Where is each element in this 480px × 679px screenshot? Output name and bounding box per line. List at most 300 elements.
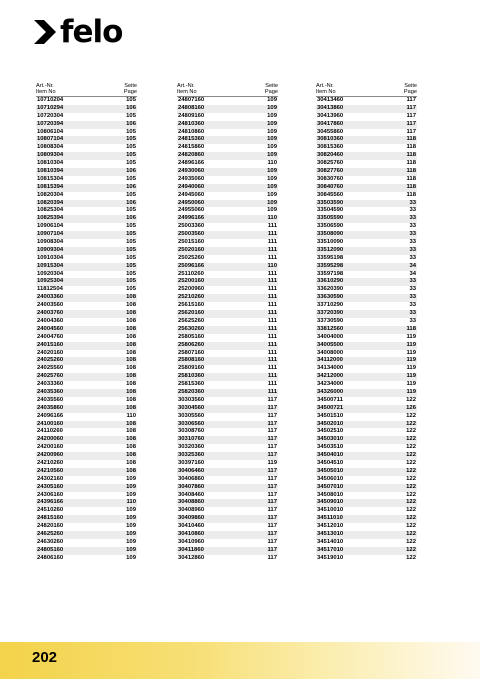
- page-ref: 111: [267, 349, 277, 356]
- table-row: [316, 421, 417, 429]
- table-row: [177, 421, 278, 429]
- page-ref: 109: [126, 475, 136, 482]
- table-row: [316, 215, 417, 223]
- page-ref: 111: [267, 223, 277, 230]
- article-number: 24945060: [178, 191, 205, 198]
- page-ref: 119: [406, 349, 416, 356]
- table-row: [177, 547, 278, 555]
- table-row: [316, 476, 417, 484]
- table-row: [177, 247, 278, 255]
- table-row: [36, 144, 137, 152]
- article-number: 24806160: [37, 554, 64, 561]
- table-row: [36, 547, 137, 555]
- article-number: 34134000: [317, 365, 344, 372]
- page-ref: 109: [126, 538, 136, 545]
- table-row: [36, 192, 137, 200]
- article-number: 24302160: [37, 475, 64, 482]
- table-row: [316, 231, 417, 239]
- article-number: 33610290: [317, 278, 344, 285]
- article-number: 33730590: [317, 317, 344, 324]
- page-ref: 105: [126, 254, 136, 261]
- article-number: 30308760: [178, 428, 205, 435]
- table-row: [177, 350, 278, 358]
- table-row: [316, 468, 417, 476]
- article-number: 24200160: [37, 444, 64, 451]
- page-ref: 106: [126, 215, 136, 222]
- article-number: 24033360: [37, 381, 64, 388]
- article-number: 34500711: [317, 396, 343, 403]
- article-number: 24025760: [37, 373, 64, 380]
- page-ref: 106: [126, 120, 136, 127]
- table-row: [177, 152, 278, 160]
- page-ref: 105: [126, 278, 136, 285]
- table-row: [177, 278, 278, 286]
- page-ref: 117: [267, 452, 277, 459]
- page-ref: 122: [406, 459, 416, 466]
- page-ref: 105: [126, 246, 136, 253]
- article-number: 34509010: [317, 499, 344, 506]
- table-row: [36, 452, 137, 460]
- table-row: [316, 523, 417, 531]
- page-ref: 108: [126, 373, 136, 380]
- table-row: [36, 539, 137, 547]
- article-number: 33595198: [317, 254, 344, 261]
- table-row: [316, 436, 417, 444]
- article-number: 10710294: [37, 104, 64, 111]
- article-number: 25025260: [178, 254, 205, 261]
- article-number: 24896166: [178, 160, 205, 167]
- article-number: 34503510: [317, 444, 344, 451]
- page-ref: 109: [267, 136, 277, 143]
- page-ref: 33: [409, 239, 416, 246]
- article-number: 24950060: [178, 199, 205, 206]
- table-row: [36, 160, 137, 168]
- table-row: [316, 121, 417, 129]
- page-ref: 105: [126, 128, 136, 135]
- table-row: [36, 184, 137, 192]
- page-ref: 109: [267, 168, 277, 175]
- article-number: 30410460: [178, 523, 205, 530]
- table-row: [177, 294, 278, 302]
- article-number: 24020160: [37, 349, 64, 356]
- article-number: 24100160: [37, 420, 64, 427]
- page-ref: 111: [267, 333, 277, 340]
- page-ref: 108: [126, 333, 136, 340]
- article-number: 30408460: [178, 491, 205, 498]
- page-number: 202: [32, 649, 58, 666]
- article-number: 34212000: [317, 373, 344, 380]
- page-ref: 122: [406, 491, 416, 498]
- table-row: [36, 555, 137, 563]
- page-ref: 108: [126, 467, 136, 474]
- page-ref: 119: [406, 341, 416, 348]
- page-ref: 33: [409, 246, 416, 253]
- table-row: [177, 334, 278, 342]
- page-ref: 108: [126, 341, 136, 348]
- header-page: Seite: [124, 83, 137, 89]
- article-number: 25096166: [178, 262, 205, 269]
- table-row: [36, 223, 137, 231]
- page-ref: 111: [267, 246, 277, 253]
- article-number: 10820394: [37, 199, 64, 206]
- header-article-en: Item No: [316, 89, 336, 95]
- article-number: 25110260: [178, 270, 204, 277]
- page-ref: 33: [409, 223, 416, 230]
- page-ref: 111: [267, 388, 277, 395]
- table-row: [316, 160, 417, 168]
- table-row: [177, 452, 278, 460]
- page-ref: 119: [267, 459, 277, 466]
- page-ref: 118: [406, 136, 416, 143]
- table-row: [36, 523, 137, 531]
- table-row: [316, 389, 417, 397]
- table-row: [36, 105, 137, 113]
- page-ref: 111: [267, 357, 277, 364]
- article-number: 10909304: [37, 246, 64, 253]
- footer-bar: [0, 642, 480, 679]
- page-ref: 119: [406, 333, 416, 340]
- table-row: [36, 428, 137, 436]
- article-number: 10806104: [37, 128, 64, 135]
- header-page: Seite: [265, 83, 278, 89]
- page-ref: 105: [126, 191, 136, 198]
- page-ref: 33: [409, 317, 416, 324]
- table-row: [177, 444, 278, 452]
- table-row: [36, 215, 137, 223]
- page-ref: 122: [406, 396, 416, 403]
- page-ref: 122: [406, 538, 416, 545]
- article-number: 34506010: [317, 475, 344, 482]
- page-ref: 117: [267, 436, 277, 443]
- article-number: 30845560: [317, 191, 344, 198]
- table-row: [36, 97, 137, 105]
- table-row: [316, 334, 417, 342]
- table-row: [316, 302, 417, 310]
- table-row: [316, 452, 417, 460]
- article-number: 30406860: [178, 475, 205, 482]
- article-number: 34008000: [317, 349, 344, 356]
- article-number: 33620390: [317, 286, 344, 293]
- article-number: 10915304: [37, 262, 64, 269]
- page-ref: 109: [267, 144, 277, 151]
- page-ref: 108: [126, 310, 136, 317]
- page-ref: 109: [267, 128, 277, 135]
- table-row: [36, 278, 137, 286]
- header-article: Art.-Nr.: [177, 83, 195, 89]
- table-row: [316, 310, 417, 318]
- table-row: [316, 207, 417, 215]
- page-ref: 105: [126, 152, 136, 159]
- header-article: Art.-Nr.: [36, 83, 54, 89]
- table-row: [316, 239, 417, 247]
- article-number: 24930060: [178, 168, 205, 175]
- article-number: 25015160: [178, 239, 205, 246]
- article-number: 24110260: [37, 428, 63, 435]
- page-ref: 117: [406, 112, 416, 119]
- article-number: 24815160: [37, 515, 64, 522]
- page-ref: 119: [406, 373, 416, 380]
- table-row: [177, 97, 278, 105]
- page-ref: 109: [267, 183, 277, 190]
- page-ref: 118: [406, 183, 416, 190]
- article-number: 10810304: [37, 160, 64, 167]
- table-row: [316, 373, 417, 381]
- table-row: [177, 389, 278, 397]
- table-row: [177, 373, 278, 381]
- page-ref: 108: [126, 365, 136, 372]
- table-row: [36, 255, 137, 263]
- page-ref: 108: [126, 396, 136, 403]
- article-number: 30455860: [317, 128, 344, 135]
- page-ref: 117: [267, 546, 277, 553]
- page-ref: 117: [267, 515, 277, 522]
- article-number: 25809160: [178, 365, 205, 372]
- index-column-2: [177, 83, 278, 563]
- page-ref: 118: [406, 160, 416, 167]
- index-column-3: [316, 83, 417, 563]
- page-ref: 34: [409, 270, 416, 277]
- table-row: [36, 499, 137, 507]
- table-row: [177, 113, 278, 121]
- article-number: 34519010: [317, 554, 344, 561]
- article-number: 34112000: [317, 357, 343, 364]
- table-row: [36, 310, 137, 318]
- table-row: [316, 342, 417, 350]
- article-number: 24955060: [178, 207, 205, 214]
- table-row: [316, 184, 417, 192]
- page-ref: 109: [267, 207, 277, 214]
- page-ref: 109: [126, 546, 136, 553]
- article-number: 25200960: [178, 286, 205, 293]
- article-number: 24200960: [37, 452, 64, 459]
- page-ref: 111: [267, 310, 277, 317]
- article-number: 24810860: [178, 128, 205, 135]
- page-ref: 122: [406, 444, 416, 451]
- page-ref: 117: [267, 507, 277, 514]
- index-rows: [36, 97, 137, 563]
- page-ref: 109: [126, 530, 136, 537]
- article-number: 30305560: [178, 412, 205, 419]
- index-column-1: [36, 83, 137, 563]
- page-ref: 111: [267, 341, 277, 348]
- article-number: 34514010: [317, 538, 344, 545]
- article-number: 11812504: [37, 286, 63, 293]
- table-row: [36, 531, 137, 539]
- article-number: 33510090: [317, 239, 344, 246]
- page-ref: 108: [126, 294, 136, 301]
- page-ref: 108: [126, 452, 136, 459]
- article-number: 24035360: [37, 388, 64, 395]
- page-ref: 117: [406, 97, 416, 103]
- article-number: 30325360: [178, 452, 205, 459]
- table-row: [36, 231, 137, 239]
- table-row: [36, 484, 137, 492]
- page-ref: 109: [126, 483, 136, 490]
- table-row: [36, 444, 137, 452]
- table-row: [177, 302, 278, 310]
- table-row: [36, 436, 137, 444]
- article-number: 10906104: [37, 223, 64, 230]
- article-number: 34510010: [317, 507, 344, 514]
- table-row: [316, 515, 417, 523]
- table-row: [316, 539, 417, 547]
- article-number: 30411860: [178, 546, 204, 553]
- table-row: [36, 334, 137, 342]
- page-ref: 33: [409, 278, 416, 285]
- article-number: 30412860: [178, 554, 205, 561]
- page-ref: 111: [267, 231, 277, 238]
- page-ref: 111: [267, 270, 277, 277]
- page-ref: 117: [267, 412, 277, 419]
- page-ref: 122: [406, 530, 416, 537]
- page-ref: 33: [409, 199, 416, 206]
- article-number: 25807160: [178, 349, 205, 356]
- table-row: [36, 468, 137, 476]
- page-ref: 117: [406, 104, 416, 111]
- article-number: 30407860: [178, 483, 205, 490]
- article-number: 24096166: [37, 412, 64, 419]
- page-ref: 117: [267, 444, 277, 451]
- header-page-en: Page: [264, 89, 278, 95]
- page-ref: 117: [267, 499, 277, 506]
- article-number: 30306560: [178, 420, 205, 427]
- article-number: 34507010: [317, 483, 344, 490]
- article-number: 30410960: [178, 538, 205, 545]
- page-ref: 109: [267, 112, 277, 119]
- table-row: [177, 476, 278, 484]
- table-row: [316, 223, 417, 231]
- page-ref: 117: [267, 428, 277, 435]
- table-row: [36, 326, 137, 334]
- page-ref: 105: [126, 239, 136, 246]
- article-number: 30310760: [178, 436, 205, 443]
- table-row: [177, 263, 278, 271]
- table-row: [316, 129, 417, 137]
- article-number: 25805160: [178, 333, 205, 340]
- page-ref: 108: [126, 317, 136, 324]
- article-number: 34504010: [317, 452, 344, 459]
- table-row: [36, 413, 137, 421]
- article-number: 10720394: [37, 120, 64, 127]
- page-ref: 117: [267, 396, 277, 403]
- article-number: 10925304: [37, 278, 64, 285]
- table-row: [36, 136, 137, 144]
- article-number: 24630260: [37, 538, 64, 545]
- table-row: [316, 200, 417, 208]
- table-row: [36, 302, 137, 310]
- article-number: 33597198: [317, 270, 344, 277]
- table-row: [177, 326, 278, 334]
- article-number: 24015160: [37, 341, 64, 348]
- page-ref: 119: [406, 388, 416, 395]
- page-ref: 122: [406, 515, 416, 522]
- article-number: 24025260: [37, 357, 64, 364]
- article-number: 10807104: [37, 136, 64, 143]
- table-row: [177, 428, 278, 436]
- table-row: [36, 460, 137, 468]
- table-row: [177, 310, 278, 318]
- article-number: 30397160: [178, 459, 205, 466]
- brand-name: felo: [60, 14, 123, 50]
- article-number: 30409860: [178, 515, 205, 522]
- table-row: [36, 421, 137, 429]
- page-ref: 117: [267, 530, 277, 537]
- page-ref: 110: [126, 412, 136, 419]
- page-ref: 33: [409, 310, 416, 317]
- table-row: [36, 381, 137, 389]
- header-page: Seite: [404, 83, 417, 89]
- table-row: [36, 342, 137, 350]
- article-number: 33504590: [317, 207, 344, 214]
- header-page-en: Page: [123, 89, 137, 95]
- article-number: 30413460: [317, 97, 344, 103]
- table-row: [36, 286, 137, 294]
- article-number: 30825760: [317, 160, 344, 167]
- page-ref: 105: [126, 231, 136, 238]
- page-ref: 122: [406, 546, 416, 553]
- table-row: [177, 365, 278, 373]
- table-row: [177, 121, 278, 129]
- page-ref: 109: [267, 120, 277, 127]
- page-ref: 122: [406, 483, 416, 490]
- page-ref: 118: [406, 152, 416, 159]
- article-number: 30320360: [178, 444, 205, 451]
- page-ref: 111: [267, 239, 277, 246]
- page-ref: 111: [267, 325, 277, 332]
- article-number: 25020160: [178, 246, 205, 253]
- page-ref: 34: [409, 262, 416, 269]
- page-ref: 111: [267, 286, 277, 293]
- table-row: [316, 499, 417, 507]
- table-row: [316, 531, 417, 539]
- article-number: 34517010: [317, 546, 344, 553]
- header-article: Art.-Nr.: [316, 83, 334, 89]
- article-number: 34513010: [317, 530, 344, 537]
- article-number: 10720304: [37, 112, 64, 119]
- page-ref: 109: [267, 199, 277, 206]
- table-row: [177, 468, 278, 476]
- page-ref: 33: [409, 254, 416, 261]
- article-number: 24200060: [37, 436, 64, 443]
- article-number: 30303560: [178, 396, 205, 403]
- page-ref: 117: [406, 120, 416, 127]
- table-row: [177, 271, 278, 279]
- article-number: 30815360: [317, 144, 344, 151]
- article-number: 30408960: [178, 507, 205, 514]
- table-row: [36, 168, 137, 176]
- article-number: 25620160: [178, 310, 205, 317]
- article-number: 30827760: [317, 168, 344, 175]
- page-ref: 109: [126, 515, 136, 522]
- page-ref: 122: [406, 452, 416, 459]
- article-number: 33506590: [317, 223, 344, 230]
- article-number: 24808160: [178, 104, 205, 111]
- article-number: 25210260: [178, 294, 205, 301]
- table-row: [36, 365, 137, 373]
- article-number: 30406460: [178, 467, 205, 474]
- page-ref: 119: [406, 381, 416, 388]
- page-ref: 105: [126, 175, 136, 182]
- table-row: [316, 247, 417, 255]
- table-row: [177, 405, 278, 413]
- table-row: [36, 350, 137, 358]
- page-ref: 117: [267, 523, 277, 530]
- article-number: 10907104: [37, 231, 64, 238]
- header-page-en: Page: [403, 89, 417, 95]
- page-ref: 122: [406, 523, 416, 530]
- table-row: [177, 531, 278, 539]
- article-number: 34508010: [317, 491, 344, 498]
